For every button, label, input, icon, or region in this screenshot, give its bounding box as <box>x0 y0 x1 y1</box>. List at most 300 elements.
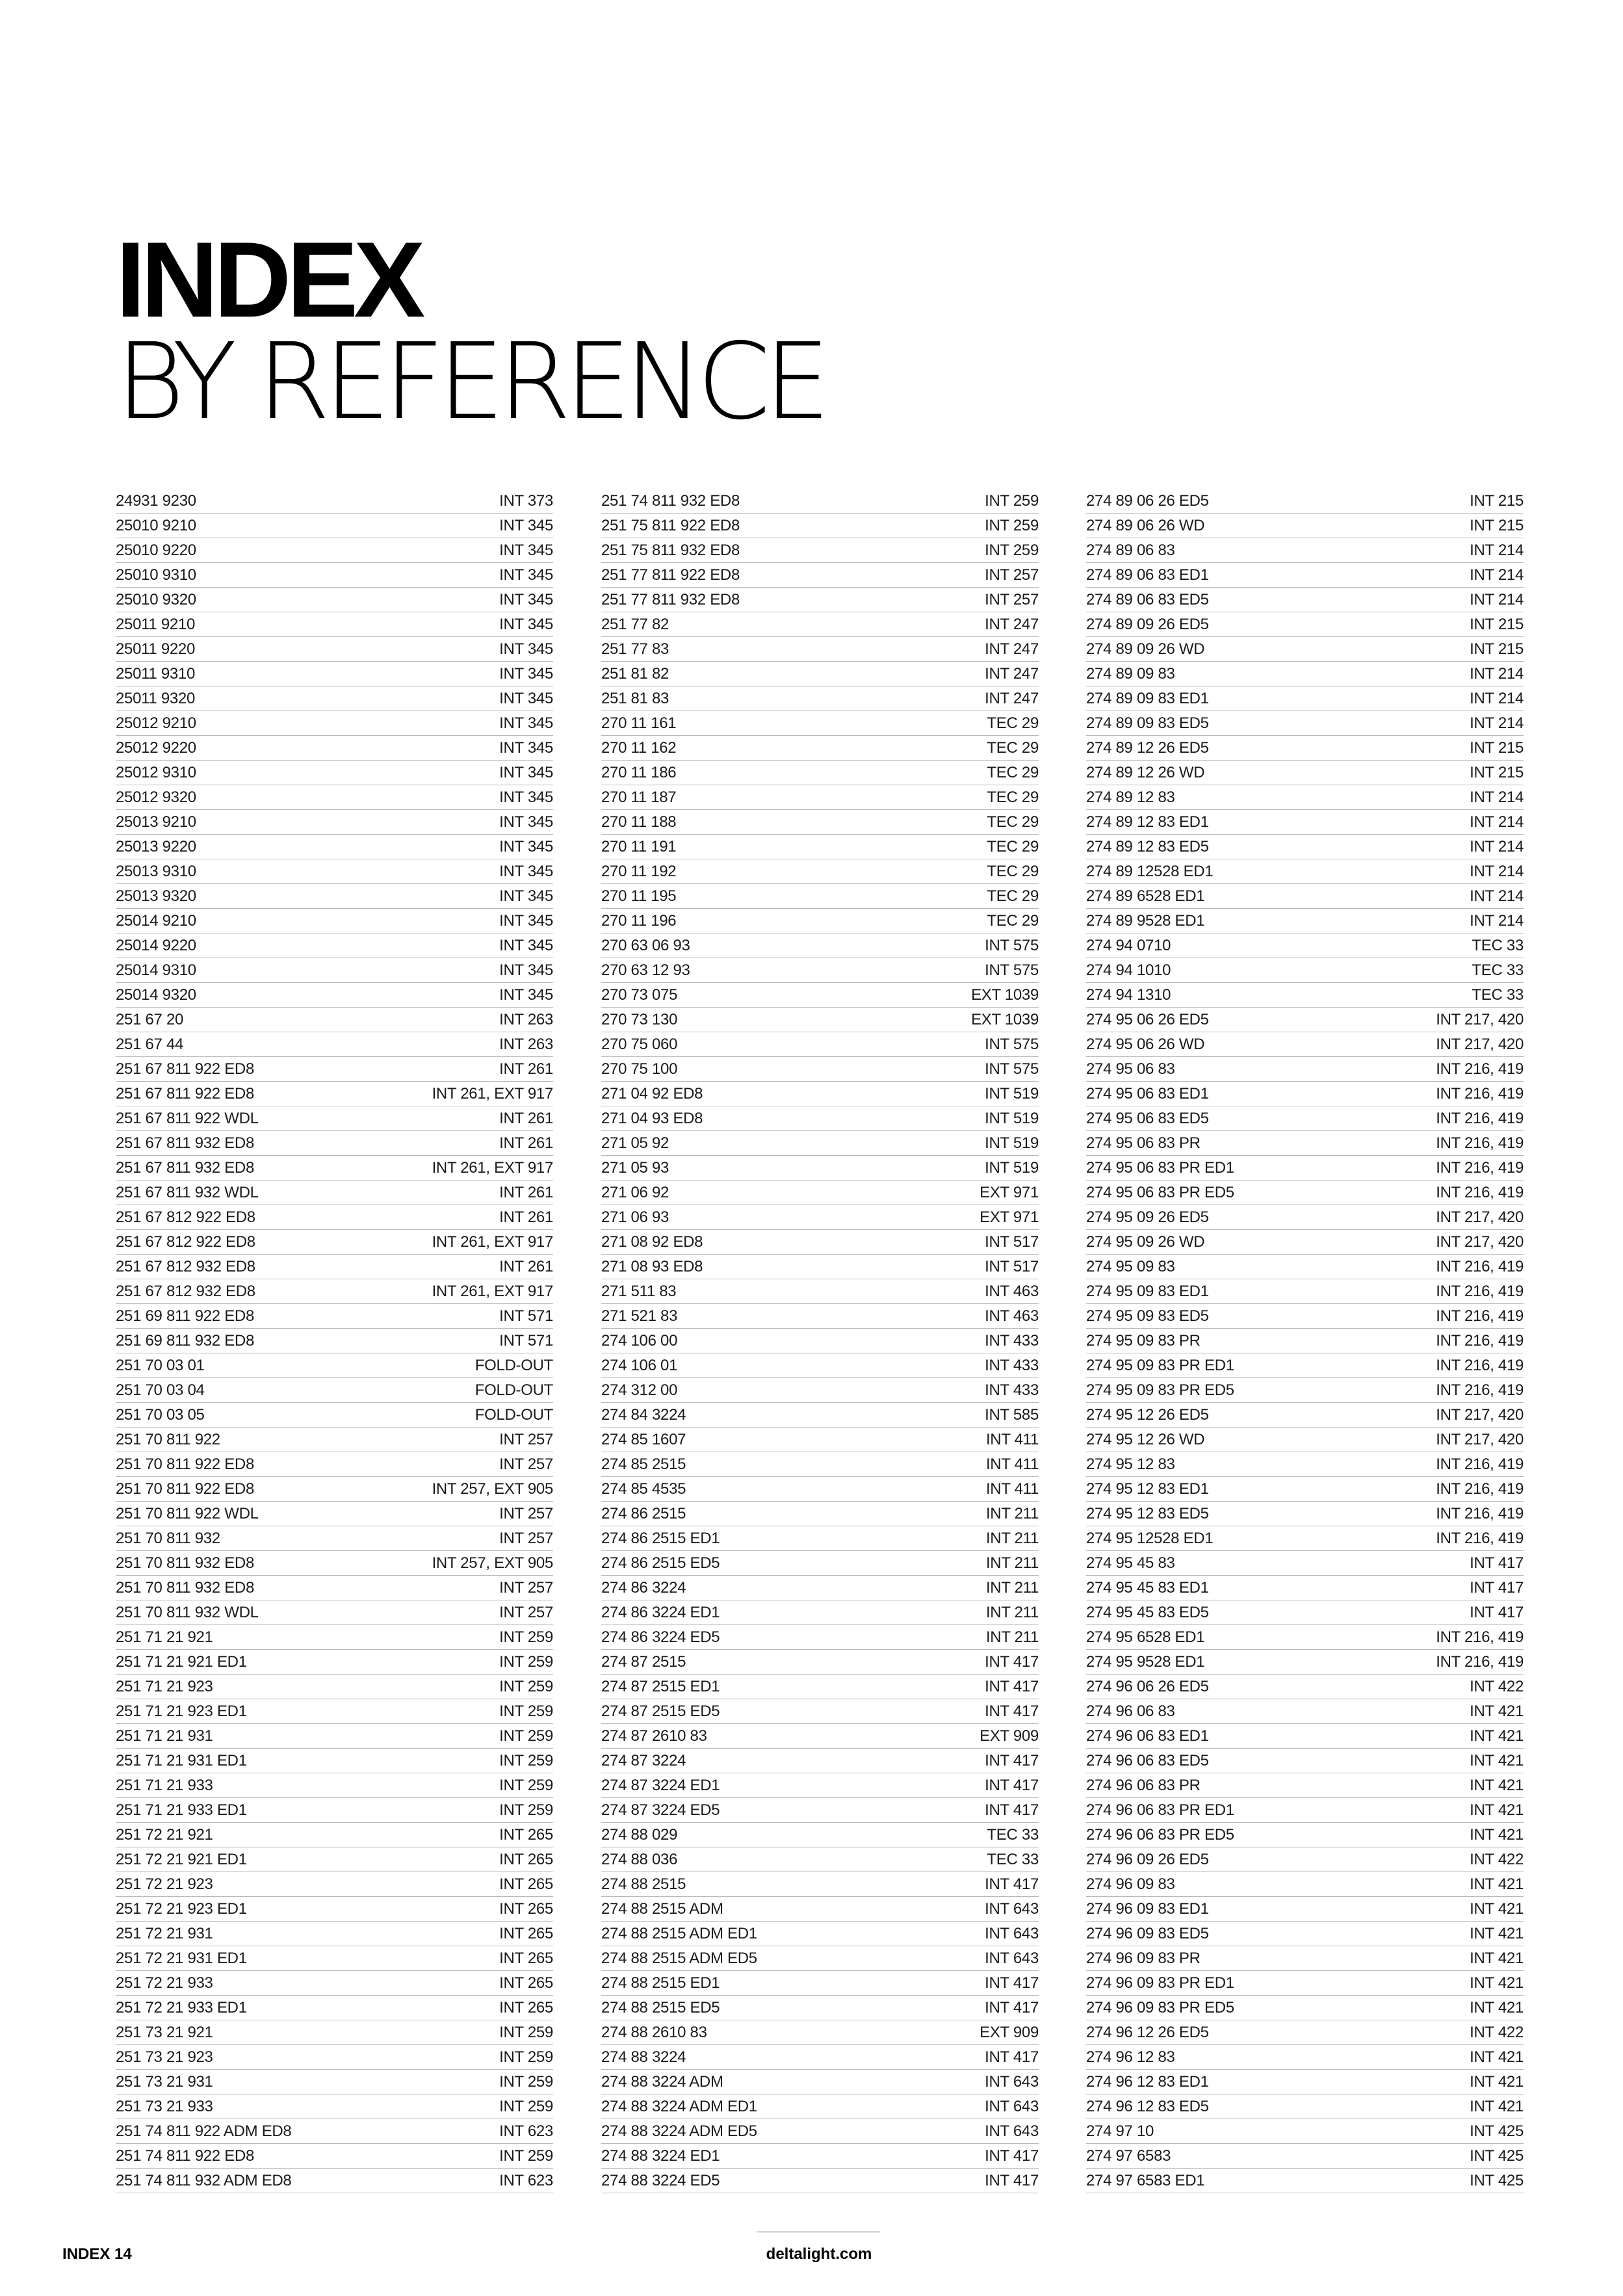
page-reference: INT 216, 419 <box>1436 1505 1524 1522</box>
page-reference: INT 422 <box>1470 1851 1524 1868</box>
page-reference: INT 214 <box>1470 838 1524 855</box>
page-reference: TEC 29 <box>987 764 1039 781</box>
reference-code: 251 74 811 922 ED8 <box>116 2147 255 2165</box>
page-reference: INT 345 <box>499 863 553 880</box>
index-row <box>1086 1304 1524 1329</box>
index-row <box>1086 1773 1524 1798</box>
index-row <box>1086 1032 1524 1057</box>
page-reference: INT 261 <box>499 1184 553 1201</box>
page-reference: INT 421 <box>1470 1875 1524 1893</box>
index-row <box>116 1378 553 1403</box>
reference-code: 274 95 45 83 <box>1086 1554 1175 1572</box>
index-row <box>601 711 1039 736</box>
reference-code: 274 85 1607 <box>601 1431 686 1448</box>
page-reference: INT 214 <box>1470 665 1524 683</box>
index-row <box>116 686 553 711</box>
page-reference: INT 261 <box>499 1134 553 1152</box>
page-reference: EXT 1039 <box>971 986 1039 1004</box>
reference-code: 274 95 6528 ED1 <box>1086 1628 1205 1646</box>
reference-code: 25013 9220 <box>116 838 196 855</box>
reference-code: 271 05 93 <box>601 1159 669 1177</box>
index-row <box>1086 612 1524 637</box>
index-row <box>116 958 553 983</box>
page-reference: INT 575 <box>985 937 1039 954</box>
index-row <box>601 662 1039 686</box>
page-reference: INT 214 <box>1470 591 1524 608</box>
page-reference: INT 217, 420 <box>1436 1406 1524 1424</box>
reference-code: 274 95 9528 ED1 <box>1086 1653 1205 1671</box>
page-reference: INT 215 <box>1470 739 1524 757</box>
reference-code: 274 89 06 83 ED5 <box>1086 591 1209 608</box>
page-reference: INT 216, 419 <box>1436 1455 1524 1473</box>
page-reference: INT 259 <box>499 2098 553 2115</box>
page-reference: INT 257 <box>499 1455 553 1473</box>
reference-code: 274 89 09 26 ED5 <box>1086 616 1209 633</box>
index-row <box>1086 1477 1524 1502</box>
page-reference: INT 259 <box>499 1801 553 1819</box>
reference-code: 274 89 9528 ED1 <box>1086 912 1205 930</box>
index-row <box>601 612 1039 637</box>
page-reference: INT 345 <box>499 640 553 658</box>
reference-code: 274 85 2515 <box>601 1455 686 1473</box>
title-line-index: INDEX <box>116 220 421 339</box>
index-row <box>116 1625 553 1650</box>
page-reference: INT 216, 419 <box>1436 1258 1524 1275</box>
reference-code: 270 75 060 <box>601 1036 678 1053</box>
index-row <box>1086 1353 1524 1378</box>
index-row <box>116 1847 553 1872</box>
page-reference: INT 585 <box>985 1406 1039 1424</box>
index-row <box>601 1502 1039 1526</box>
page-reference: INT 345 <box>499 813 553 831</box>
page-reference: INT 417 <box>985 1999 1039 2016</box>
page-reference: INT 345 <box>499 566 553 584</box>
reference-code: 274 89 12 83 <box>1086 789 1175 806</box>
page-reference: INT 257 <box>985 591 1039 608</box>
index-row <box>1086 1255 1524 1279</box>
page-reference: INT 265 <box>499 1950 553 1967</box>
reference-code: 251 71 21 923 ED1 <box>116 1702 247 1720</box>
index-row <box>116 859 553 884</box>
page-reference: INT 211 <box>985 1604 1039 1621</box>
index-row <box>116 514 553 538</box>
reference-code: 274 96 06 83 PR <box>1086 1777 1201 1794</box>
reference-code: 274 88 2515 <box>601 1875 686 1893</box>
index-row <box>116 637 553 662</box>
index-row <box>1086 1798 1524 1823</box>
page-reference: INT 216, 419 <box>1436 1357 1524 1374</box>
reference-code: 251 71 21 931 ED1 <box>116 1752 247 1769</box>
reference-code: 271 521 83 <box>601 1307 678 1325</box>
index-row <box>1086 1872 1524 1897</box>
index-row <box>116 1304 553 1329</box>
reference-code: 270 11 188 <box>601 813 677 831</box>
index-row <box>1086 2020 1524 2045</box>
index-row <box>116 1131 553 1156</box>
reference-code: 251 72 21 933 <box>116 1974 213 1992</box>
index-row <box>601 2045 1039 2070</box>
reference-code: 251 70 03 01 <box>116 1357 205 1374</box>
reference-code: 251 70 03 05 <box>116 1406 205 1424</box>
index-row <box>1086 2119 1524 2144</box>
index-row <box>1086 736 1524 761</box>
page-reference: INT 345 <box>499 517 553 534</box>
index-row <box>601 1008 1039 1032</box>
index-row <box>116 2119 553 2144</box>
reference-code: 25011 9320 <box>116 690 196 707</box>
page-reference: INT 211 <box>985 1505 1039 1522</box>
reference-code: 270 11 192 <box>601 863 677 880</box>
page-reference: INT 265 <box>499 1875 553 1893</box>
index-row <box>1086 1279 1524 1304</box>
reference-code: 274 88 2515 ADM ED5 <box>601 1950 757 1967</box>
index-row <box>116 1971 553 1996</box>
page-reference: INT 345 <box>499 591 553 608</box>
index-row <box>1086 662 1524 686</box>
page-reference: INT 216, 419 <box>1436 1159 1524 1177</box>
reference-code: 251 72 21 931 <box>116 1925 213 1942</box>
index-row <box>116 909 553 933</box>
page-reference: EXT 971 <box>980 1208 1039 1226</box>
reference-code: 25013 9310 <box>116 863 196 880</box>
page-reference: INT 421 <box>1470 1777 1524 1794</box>
page-reference: INT 623 <box>499 2172 553 2189</box>
reference-code: 274 96 09 83 PR ED5 <box>1086 1999 1234 2016</box>
page-reference: TEC 29 <box>987 714 1039 732</box>
reference-code: 274 89 6528 ED1 <box>1086 887 1205 905</box>
index-row <box>1086 1526 1524 1551</box>
page-reference: INT 345 <box>499 616 553 633</box>
reference-code: 25011 9310 <box>116 665 196 683</box>
reference-code: 274 95 12 83 ED5 <box>1086 1505 1209 1522</box>
reference-code: 271 04 93 ED8 <box>601 1110 703 1127</box>
page-reference: INT 261 <box>499 1060 553 1078</box>
index-row <box>601 884 1039 909</box>
page-reference: INT 345 <box>499 937 553 954</box>
page-reference: INT 517 <box>985 1258 1039 1275</box>
reference-code: 271 06 93 <box>601 1208 669 1226</box>
reference-code: 251 67 811 932 ED8 <box>116 1134 255 1152</box>
page-reference: INT 643 <box>985 1925 1039 1942</box>
page-reference: INT 216, 419 <box>1436 1060 1524 1078</box>
reference-code: 271 08 93 ED8 <box>601 1258 703 1275</box>
reference-code: 274 95 06 83 PR ED1 <box>1086 1159 1234 1177</box>
index-row <box>1086 785 1524 810</box>
reference-code: 274 89 09 83 <box>1086 665 1175 683</box>
page-reference: INT 257, EXT 905 <box>432 1554 553 1572</box>
index-row <box>601 1057 1039 1082</box>
index-row <box>1086 1600 1524 1625</box>
page-reference: INT 214 <box>1470 714 1524 732</box>
page-reference: INT 217, 420 <box>1436 1036 1524 1053</box>
reference-code: 274 88 2515 ED1 <box>601 1974 720 1992</box>
page-reference: INT 214 <box>1470 789 1524 806</box>
reference-code: 274 88 3224 ADM ED5 <box>601 2122 757 2140</box>
index-row <box>1086 884 1524 909</box>
index-row <box>601 1576 1039 1600</box>
index-row <box>601 1255 1039 1279</box>
reference-code: 274 95 09 83 <box>1086 1258 1175 1275</box>
reference-code: 274 96 09 26 ED5 <box>1086 1851 1209 1868</box>
index-row <box>1086 1329 1524 1353</box>
page-reference: INT 345 <box>499 838 553 855</box>
page-reference: INT 216, 419 <box>1436 1530 1524 1547</box>
index-row <box>1086 1625 1524 1650</box>
page-reference: INT 421 <box>1470 2073 1524 2091</box>
index-row <box>116 1551 553 1576</box>
index-row <box>601 1452 1039 1477</box>
reference-code: 251 67 812 932 ED8 <box>116 1258 255 1275</box>
page-reference: INT 417 <box>985 1974 1039 1992</box>
page-reference: INT 417 <box>985 1777 1039 1794</box>
page-reference: INT 417 <box>985 2172 1039 2189</box>
index-row <box>601 514 1039 538</box>
index-row <box>601 785 1039 810</box>
index-row <box>601 909 1039 933</box>
index-row <box>601 686 1039 711</box>
reference-code: 251 67 811 932 ED8 <box>116 1159 255 1177</box>
reference-code: 274 88 3224 ADM ED1 <box>601 2098 757 2115</box>
page-reference: INT 263 <box>499 1036 553 1053</box>
reference-code: 251 72 21 933 ED1 <box>116 1999 247 2016</box>
page-reference: INT 345 <box>499 665 553 683</box>
page-reference: INT 345 <box>499 789 553 806</box>
footer-website: deltalight.com <box>766 2245 872 2263</box>
index-row <box>601 1032 1039 1057</box>
reference-code: 274 96 09 83 PR <box>1086 1950 1201 1967</box>
page-reference: INT 265 <box>499 1826 553 1844</box>
index-row <box>601 2020 1039 2045</box>
page-reference: TEC 29 <box>987 863 1039 880</box>
page-reference: INT 345 <box>499 887 553 905</box>
index-row <box>116 2144 553 2169</box>
reference-code: 274 95 06 26 WD <box>1086 1036 1205 1053</box>
reference-code: 274 89 12528 ED1 <box>1086 863 1214 880</box>
index-row <box>1086 1823 1524 1847</box>
index-row <box>116 2070 553 2094</box>
index-row <box>601 1378 1039 1403</box>
reference-code: 274 96 06 26 ED5 <box>1086 1678 1209 1695</box>
index-row <box>116 983 553 1008</box>
index-row <box>116 1008 553 1032</box>
index-row <box>601 2070 1039 2094</box>
reference-code: 251 71 21 921 <box>116 1628 213 1646</box>
index-row <box>601 1279 1039 1304</box>
reference-code: 251 71 21 933 ED1 <box>116 1801 247 1819</box>
page-reference: TEC 29 <box>987 838 1039 855</box>
reference-code: 274 86 2515 <box>601 1505 686 1522</box>
page-reference: INT 421 <box>1470 1999 1524 2016</box>
index-row <box>1086 1724 1524 1749</box>
reference-code: 274 96 09 83 ED1 <box>1086 1900 1209 1918</box>
index-row <box>116 1650 553 1675</box>
page-reference: INT 216, 419 <box>1436 1653 1524 1671</box>
page-reference: INT 216, 419 <box>1436 1110 1524 1127</box>
reference-code: 274 95 06 83 ED1 <box>1086 1085 1209 1102</box>
index-row <box>1086 1205 1524 1230</box>
index-row <box>116 1823 553 1847</box>
index-row <box>601 1181 1039 1205</box>
reference-code: 274 95 09 83 ED5 <box>1086 1307 1209 1325</box>
index-row <box>1086 1897 1524 1922</box>
reference-code: 274 95 09 26 WD <box>1086 1233 1205 1251</box>
reference-code: 274 95 06 83 <box>1086 1060 1175 1078</box>
page-reference: TEC 33 <box>987 1851 1039 1868</box>
index-row <box>116 1255 553 1279</box>
page-reference: INT 261, EXT 917 <box>432 1159 553 1177</box>
page-reference: INT 257 <box>499 1530 553 1547</box>
reference-code: 274 86 3224 <box>601 1579 686 1597</box>
reference-code: 251 70 811 922 ED8 <box>116 1480 255 1498</box>
page-reference: INT 417 <box>985 1678 1039 1695</box>
index-row <box>601 489 1039 514</box>
reference-code: 251 67 812 922 ED8 <box>116 1233 255 1251</box>
index-row <box>601 1403 1039 1428</box>
reference-code: 274 96 06 83 PR ED5 <box>1086 1826 1234 1844</box>
page-reference: INT 345 <box>499 986 553 1004</box>
reference-code: 251 70 811 922 ED8 <box>116 1455 255 1473</box>
page-reference: INT 643 <box>985 1950 1039 1967</box>
index-row <box>601 2119 1039 2144</box>
index-row <box>1086 1131 1524 1156</box>
page-reference: INT 643 <box>985 2098 1039 2115</box>
page-reference: INT 643 <box>985 1900 1039 1918</box>
page-reference: INT 575 <box>985 1060 1039 1078</box>
index-row <box>601 1946 1039 1971</box>
reference-code: 274 94 1310 <box>1086 986 1171 1004</box>
page-reference: INT 421 <box>1470 1702 1524 1720</box>
page-title <box>116 220 824 443</box>
page-reference: INT 417 <box>985 1875 1039 1893</box>
index-row <box>601 1996 1039 2020</box>
reference-code: 271 08 92 ED8 <box>601 1233 703 1251</box>
index-row <box>116 1600 553 1625</box>
reference-code: 271 06 92 <box>601 1184 669 1201</box>
title-line-by-reference: BY REFERENCE <box>116 321 824 443</box>
reference-code: 274 89 09 83 ED1 <box>1086 690 1209 707</box>
reference-code: 251 67 812 932 ED8 <box>116 1283 255 1300</box>
reference-code: 274 89 12 26 ED5 <box>1086 739 1209 757</box>
index-row <box>116 884 553 909</box>
page-reference: INT 575 <box>985 1036 1039 1053</box>
page-reference: INT 417 <box>985 1702 1039 1720</box>
index-row <box>1086 1181 1524 1205</box>
footer-page-label: INDEX 14 <box>62 2245 132 2263</box>
index-row <box>116 1106 553 1131</box>
reference-code: 251 74 811 932 ED8 <box>601 492 740 510</box>
reference-code: 274 95 09 26 ED5 <box>1086 1208 1209 1226</box>
index-row <box>1086 1946 1524 1971</box>
page-reference: TEC 29 <box>987 813 1039 831</box>
page-reference: INT 263 <box>499 1011 553 1028</box>
index-row <box>116 1057 553 1082</box>
index-row <box>1086 637 1524 662</box>
reference-code: 251 77 811 922 ED8 <box>601 566 740 584</box>
index-row <box>1086 2169 1524 2193</box>
reference-code: 274 88 2515 ED5 <box>601 1999 720 2016</box>
index-row <box>116 711 553 736</box>
index-row <box>1086 909 1524 933</box>
page-reference: INT 463 <box>985 1283 1039 1300</box>
index-row <box>1086 1576 1524 1600</box>
page-reference: INT 214 <box>1470 690 1524 707</box>
reference-code: 251 67 20 <box>116 1011 184 1028</box>
reference-code: 274 95 06 83 ED5 <box>1086 1110 1209 1127</box>
page-reference: INT 216, 419 <box>1436 1184 1524 1201</box>
page-reference: TEC 29 <box>987 739 1039 757</box>
page-reference: INT 214 <box>1470 566 1524 584</box>
index-row <box>1086 1057 1524 1082</box>
index-row <box>601 1872 1039 1897</box>
reference-code: 251 75 811 922 ED8 <box>601 517 740 534</box>
reference-code: 251 67 811 932 WDL <box>116 1184 259 1201</box>
reference-code: 274 87 2610 83 <box>601 1727 707 1745</box>
reference-code: 270 11 187 <box>601 789 677 806</box>
reference-code: 274 95 12 83 <box>1086 1455 1175 1473</box>
reference-code: 24931 9230 <box>116 492 196 510</box>
page-reference: INT 214 <box>1470 912 1524 930</box>
page-reference: EXT 1039 <box>971 1011 1039 1028</box>
page-reference: INT 417 <box>985 1801 1039 1819</box>
index-row <box>116 736 553 761</box>
index-row <box>601 1699 1039 1724</box>
reference-code: 251 67 44 <box>116 1036 184 1053</box>
page-reference: INT 261 <box>499 1258 553 1275</box>
index-row <box>116 1279 553 1304</box>
page-reference: INT 217, 420 <box>1436 1431 1524 1448</box>
index-row <box>116 1526 553 1551</box>
page-reference: INT 217, 420 <box>1436 1208 1524 1226</box>
index-row <box>601 563 1039 588</box>
index-row <box>601 1971 1039 1996</box>
reference-code: 274 312 00 <box>601 1381 678 1399</box>
page-reference: INT 261, EXT 917 <box>432 1085 553 1102</box>
page-reference: FOLD-OUT <box>474 1357 553 1374</box>
page-reference: INT 411 <box>985 1480 1039 1498</box>
reference-code: 274 94 0710 <box>1086 937 1171 954</box>
index-row <box>601 637 1039 662</box>
index-row <box>1086 761 1524 785</box>
reference-code: 274 94 1010 <box>1086 961 1171 979</box>
page-reference: INT 259 <box>499 1777 553 1794</box>
page-reference: INT 259 <box>985 541 1039 559</box>
reference-code: 270 73 130 <box>601 1011 678 1028</box>
reference-code: 25013 9210 <box>116 813 196 831</box>
reference-code: 25010 9220 <box>116 541 196 559</box>
index-row <box>601 2094 1039 2119</box>
page-reference: INT 257 <box>499 1604 553 1621</box>
reference-code: 274 87 3224 ED5 <box>601 1801 720 1819</box>
reference-code: 270 63 12 93 <box>601 961 690 979</box>
index-row <box>601 1106 1039 1131</box>
index-row <box>601 1082 1039 1106</box>
page-reference: INT 519 <box>985 1159 1039 1177</box>
reference-code: 271 511 83 <box>601 1283 677 1300</box>
reference-code: 270 11 191 <box>601 838 677 855</box>
reference-code: 274 95 12 26 WD <box>1086 1431 1205 1448</box>
reference-code: 25014 9310 <box>116 961 196 979</box>
page-reference: INT 571 <box>499 1307 553 1325</box>
reference-code: 251 71 21 921 ED1 <box>116 1653 247 1671</box>
index-row <box>1086 711 1524 736</box>
page-reference: INT 259 <box>499 1653 553 1671</box>
page-reference: INT 421 <box>1470 1925 1524 1942</box>
reference-code: 274 96 12 83 ED5 <box>1086 2098 1209 2115</box>
page-reference: INT 257 <box>985 566 1039 584</box>
index-row <box>116 563 553 588</box>
reference-code: 274 96 12 26 ED5 <box>1086 2024 1209 2041</box>
reference-code: 270 11 161 <box>601 714 677 732</box>
